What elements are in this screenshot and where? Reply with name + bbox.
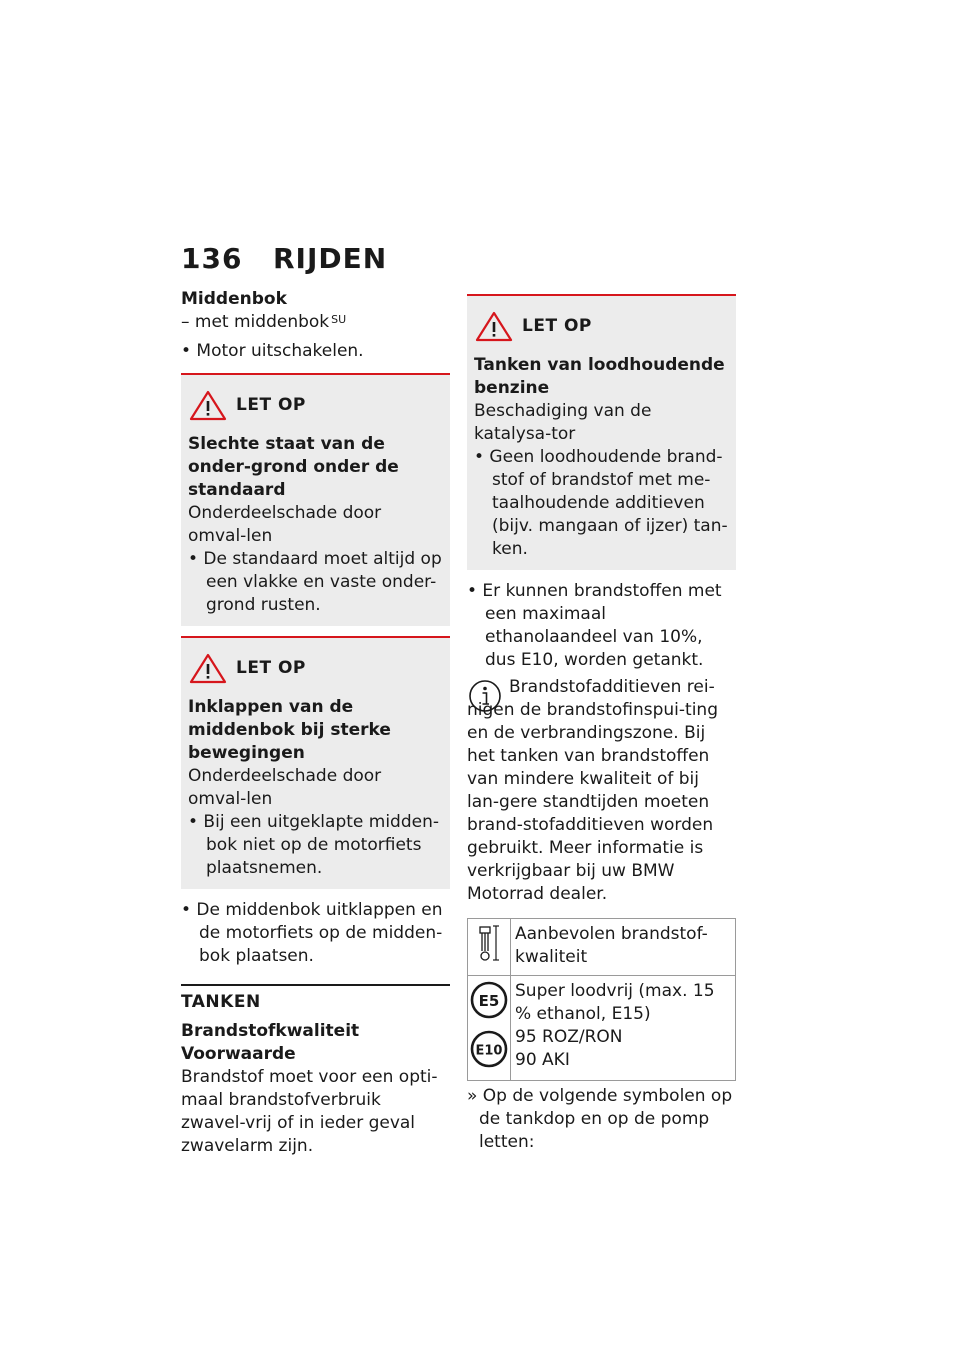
info-note bbox=[467, 676, 736, 906]
warning-heading: Slechte staat van de onder-grond onder de standaard bbox=[188, 434, 399, 500]
left-column bbox=[181, 288, 450, 1158]
subtitle-voorwaarde: Voorwaarde bbox=[181, 1044, 296, 1064]
variant-text: – met middenbok bbox=[181, 312, 330, 332]
e5-badge-icon bbox=[469, 980, 509, 1020]
warning-box-inklappen bbox=[181, 636, 450, 889]
warning-box-lood bbox=[467, 294, 736, 570]
warning-action: • De standaard moet altijd op een vlakke en vaste onder-grond rusten. bbox=[188, 549, 442, 615]
table-cell-label: Aanbevolen brandstof-kwaliteit bbox=[511, 919, 736, 976]
warning-header bbox=[188, 652, 443, 684]
info-icon bbox=[467, 678, 503, 714]
info-text: Brandstofadditieven rei-nigen de brandstofinspui-ting en de verbrandingszone. Bij het tanken van brandstoffen van mindere kwaliteit of bij lan-gere standtijden moeten brand-stofadditieven worden gebruikt. Meer informatie is verkrijgbaar bij uw BMW Motorrad dealer. bbox=[467, 677, 718, 904]
table-row bbox=[468, 919, 736, 976]
section-tanken bbox=[181, 984, 450, 1012]
fuel-quality-table bbox=[467, 918, 736, 1081]
badge-e5-text: E5 bbox=[478, 992, 500, 1010]
subtitle-middenbok: Middenbok bbox=[181, 289, 287, 309]
step-check-symbols: » Op de volgende symbolen op de tankdop en op de pomp letten: bbox=[467, 1086, 733, 1152]
warning-action: • Geen loodhoudende brand-stof of brandstof met me-taalhoudende additieven (bijv. mangaan of ijzer) tan-ken. bbox=[474, 447, 728, 559]
step-deploy-stand: • De middenbok uitklappen en de motorfiets op de midden-bok plaatsen. bbox=[181, 900, 443, 966]
table-cell-badges bbox=[468, 976, 511, 1081]
warning-triangle-icon bbox=[474, 310, 514, 342]
table-cell-fuel-spec bbox=[511, 976, 736, 1081]
fuel-pump-nozzle-icon bbox=[474, 923, 504, 963]
warning-header bbox=[188, 389, 443, 421]
variant-line bbox=[181, 311, 450, 334]
step-switch-off: • Motor uitschakelen. bbox=[181, 341, 364, 361]
paragraph-fuel-requirement: Brandstof moet voor een opti-maal brandstofverbruik zwavel-vrij of in ieder geval zwavelarm zijn. bbox=[181, 1067, 438, 1156]
table-cell-icon bbox=[468, 919, 511, 976]
warning-triangle-icon bbox=[188, 389, 228, 421]
warning-box-standaard bbox=[181, 373, 450, 626]
right-column bbox=[467, 294, 736, 1154]
e10-badge-icon bbox=[469, 1029, 509, 1069]
warning-consequence: Beschadiging van de katalysa-tor bbox=[474, 401, 652, 444]
warning-title: LET OP bbox=[236, 658, 306, 678]
badge-e10-text: E10 bbox=[475, 1043, 503, 1059]
page-number: 136 bbox=[181, 242, 243, 275]
subtitle-brandstofkwaliteit: Brandstofkwaliteit bbox=[181, 1021, 360, 1041]
warning-consequence: Onderdeelschade door omval-len bbox=[188, 766, 382, 809]
page-header bbox=[181, 242, 387, 275]
warning-header bbox=[474, 310, 729, 342]
chapter-title: RIJDEN bbox=[273, 242, 388, 275]
warning-consequence: Onderdeelschade door omval-len bbox=[188, 503, 382, 546]
variant-superscript: SU bbox=[331, 313, 347, 326]
warning-heading: Tanken van loodhoudende benzine bbox=[474, 355, 725, 398]
step-ethanol: • Er kunnen brandstoffen met een maximaal ethanolaandeel van 10%, dus E10, worden getankt. bbox=[467, 581, 722, 670]
warning-action: • Bij een uitgeklapte midden-bok niet op de motorfiets plaatsnemen. bbox=[188, 812, 439, 878]
table-row bbox=[468, 976, 736, 1081]
section-title: TANKEN bbox=[181, 992, 261, 1012]
fuel-spec-line1: Super loodvrij (max. 15 % ethanol, E15) bbox=[515, 981, 715, 1024]
warning-triangle-icon bbox=[188, 652, 228, 684]
fuel-spec-ron: 95 ROZ/RON bbox=[515, 1027, 623, 1047]
fuel-spec-aki: 90 AKI bbox=[515, 1050, 570, 1070]
warning-title: LET OP bbox=[522, 316, 592, 336]
warning-heading: Inklappen van de middenbok bij sterke bewegingen bbox=[188, 697, 391, 763]
warning-title: LET OP bbox=[236, 395, 306, 415]
